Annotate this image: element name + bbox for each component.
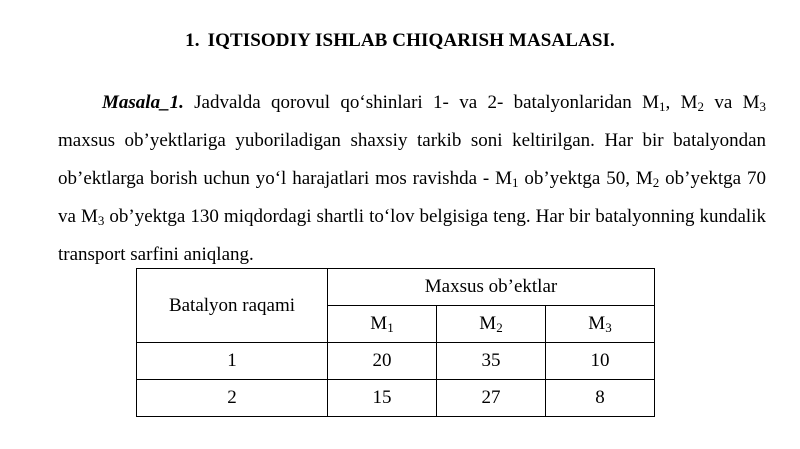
section-title: IQTISODIY ISHLAB CHIQARISH MASALASI. xyxy=(207,30,615,51)
table-row xyxy=(137,343,655,380)
subscript-1: 1 xyxy=(659,99,666,114)
column-header-sub: 1 xyxy=(387,320,394,335)
problem-text-1: Jadvalda qorovul qo‘shinlari 1- va 2- batalyonlaridan M xyxy=(183,92,660,113)
problem-paragraph xyxy=(58,84,766,274)
data-table xyxy=(136,268,655,417)
subscript-5: 2 xyxy=(652,175,660,190)
group-header-cell: Maxsus ob’ektlar xyxy=(328,269,655,306)
column-header-base: M xyxy=(370,313,388,334)
section-heading xyxy=(0,30,800,52)
problem-text-3: va M xyxy=(704,92,760,113)
problem-text-7: ob’yektga 130 miqdordagi shartli to‘lov belgisiga teng. Har bir batalyonning kundalik transport sarfini aniqlang. xyxy=(58,206,766,265)
problem-text-6: ob’yektga 70 va M xyxy=(58,168,766,227)
row-id-cell: 1 xyxy=(137,343,328,380)
table-row xyxy=(137,380,655,417)
value-cell: 10 xyxy=(546,343,655,380)
column-header-sub: 3 xyxy=(605,320,612,335)
table-header-row xyxy=(137,269,655,306)
value-cell: 27 xyxy=(437,380,546,417)
row-id-cell: 2 xyxy=(137,380,328,417)
column-header-base: M xyxy=(588,313,606,334)
subscript-2: 2 xyxy=(697,99,705,114)
column-header-sub: 2 xyxy=(496,320,503,335)
section-number: 1. xyxy=(185,30,200,51)
column-header-m3 xyxy=(546,306,655,343)
column-header-m2 xyxy=(437,306,546,343)
value-cell: 35 xyxy=(437,343,546,380)
value-cell: 20 xyxy=(328,343,437,380)
problem-text-5: ob’yektga 50, M xyxy=(518,168,653,189)
column-header-base: M xyxy=(479,313,497,334)
value-cell: 8 xyxy=(546,380,655,417)
problem-text-2: , M xyxy=(665,92,698,113)
subscript-6: 3 xyxy=(97,213,105,228)
value-cell: 15 xyxy=(328,380,437,417)
problem-label: Masala_1. xyxy=(102,92,184,113)
row-header-cell: Batalyon raqami xyxy=(137,269,328,343)
column-header-m1 xyxy=(328,306,437,343)
subscript-3: 3 xyxy=(759,99,767,114)
subscript-4: 1 xyxy=(512,175,519,190)
problem-text-4: maxsus ob’yektlariga yuboriladigan shaxsiy tarkib soni keltirilgan. Har bir batalyondan ob’ektlarga borish uchun yo‘l harajatlari mos ravishda - M xyxy=(58,130,766,189)
